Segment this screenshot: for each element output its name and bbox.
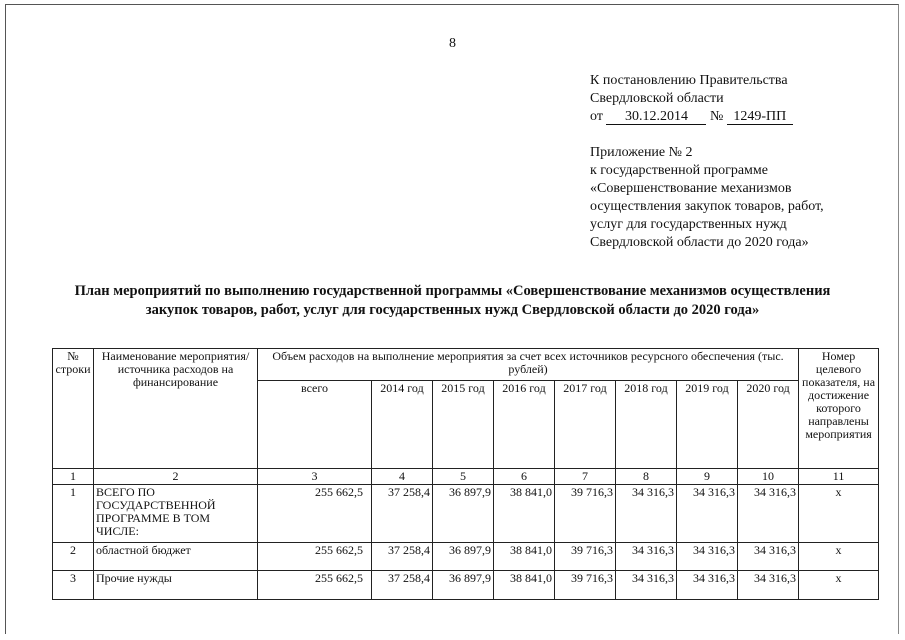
appendix-line-6: Свердловской области до 2020 года» bbox=[590, 235, 809, 250]
row-value-2014: 37 258,4 bbox=[372, 485, 433, 543]
column-number: 5 bbox=[433, 469, 494, 485]
decree-from-label: от bbox=[590, 109, 603, 124]
row-total: 255 662,5 bbox=[258, 543, 372, 571]
row-value-2015: 36 897,9 bbox=[433, 485, 494, 543]
row-value-2018: 34 316,3 bbox=[616, 543, 677, 571]
column-number: 3 bbox=[258, 469, 372, 485]
appendix-reference bbox=[590, 144, 824, 252]
row-target: х bbox=[799, 485, 879, 543]
row-value-2017: 39 716,3 bbox=[555, 571, 616, 600]
row-value-2019: 34 316,3 bbox=[677, 571, 738, 600]
row-value-2020: 34 316,3 bbox=[738, 543, 799, 571]
row-value-2015: 36 897,9 bbox=[433, 543, 494, 571]
row-value-2016: 38 841,0 bbox=[494, 571, 555, 600]
plan-table bbox=[52, 348, 879, 600]
row-total: 255 662,5 bbox=[258, 485, 372, 543]
column-number: 9 bbox=[677, 469, 738, 485]
header-year-2016: 2016 год bbox=[494, 381, 555, 469]
row-value-2014: 37 258,4 bbox=[372, 571, 433, 600]
header-year-2020: 2020 год bbox=[738, 381, 799, 469]
appendix-line-2: к государственной программе bbox=[590, 163, 768, 178]
row-value-2014: 37 258,4 bbox=[372, 543, 433, 571]
header-row-1 bbox=[53, 349, 879, 381]
decree-reference bbox=[590, 72, 793, 126]
row-value-2016: 38 841,0 bbox=[494, 485, 555, 543]
row-value-2015: 36 897,9 bbox=[433, 571, 494, 600]
row-name: Прочие нужды bbox=[94, 571, 258, 600]
row-value-2018: 34 316,3 bbox=[616, 485, 677, 543]
page-number: 8 bbox=[449, 36, 456, 51]
appendix-line-3: «Совершенствование механизмов bbox=[590, 181, 792, 196]
header-name: Наименование мероприятия/источника расходов на финансирование bbox=[94, 349, 258, 469]
appendix-line-4: осуществления закупок товаров, работ, bbox=[590, 199, 824, 214]
column-numbers-row bbox=[53, 469, 879, 485]
document-title bbox=[20, 282, 885, 320]
header-target: Номер целевого показателя, на достижение которого направлены мероприятия bbox=[799, 349, 879, 469]
row-number: 1 bbox=[53, 485, 94, 543]
column-number: 2 bbox=[94, 469, 258, 485]
row-name: областной бюджет bbox=[94, 543, 258, 571]
row-number: 2 bbox=[53, 543, 94, 571]
row-value-2017: 39 716,3 bbox=[555, 543, 616, 571]
column-number: 7 bbox=[555, 469, 616, 485]
table-row bbox=[53, 485, 879, 543]
column-number: 11 bbox=[799, 469, 879, 485]
decree-date-line bbox=[590, 108, 793, 126]
column-number: 8 bbox=[616, 469, 677, 485]
row-value-2019: 34 316,3 bbox=[677, 485, 738, 543]
decree-date: 30.12.2014 bbox=[606, 109, 706, 125]
row-name: ВСЕГО ПО ГОСУДАРСТВЕННОЙ ПРОГРАММЕ В ТОМ ЧИСЛЕ: bbox=[94, 485, 258, 543]
column-number: 4 bbox=[372, 469, 433, 485]
row-value-2020: 34 316,3 bbox=[738, 485, 799, 543]
decree-number: 1249-ПП bbox=[727, 109, 793, 125]
header-year-2018: 2018 год bbox=[616, 381, 677, 469]
table-row bbox=[53, 543, 879, 571]
row-value-2019: 34 316,3 bbox=[677, 543, 738, 571]
header-volume: Объем расходов на выполнение мероприятия за счет всех источников ресурсного обеспечения (тыс. рублей) bbox=[258, 349, 799, 381]
decree-line-2: Свердловской области bbox=[590, 91, 724, 106]
row-value-2018: 34 316,3 bbox=[616, 571, 677, 600]
row-total: 255 662,5 bbox=[258, 571, 372, 600]
decree-line-1: К постановлению Правительства bbox=[590, 73, 788, 88]
title-line-2: закупок товаров, работ, услуг для государственных нужд Свердловской области до 2020 года» bbox=[145, 302, 760, 318]
header-year-2014: 2014 год bbox=[372, 381, 433, 469]
row-value-2016: 38 841,0 bbox=[494, 543, 555, 571]
header-year-2015: 2015 год bbox=[433, 381, 494, 469]
header-row-number: № строки bbox=[53, 349, 94, 469]
appendix-line-5: услуг для государственных нужд bbox=[590, 217, 787, 232]
decree-number-label: № bbox=[709, 109, 724, 124]
row-target: х bbox=[799, 543, 879, 571]
row-number: 3 bbox=[53, 571, 94, 600]
appendix-line-1: Приложение № 2 bbox=[590, 145, 693, 160]
header-year-2017: 2017 год bbox=[555, 381, 616, 469]
header-year-2019: 2019 год bbox=[677, 381, 738, 469]
row-value-2017: 39 716,3 bbox=[555, 485, 616, 543]
header-total: всего bbox=[258, 381, 372, 469]
column-number: 1 bbox=[53, 469, 94, 485]
row-value-2020: 34 316,3 bbox=[738, 571, 799, 600]
row-target: х bbox=[799, 571, 879, 600]
column-number: 10 bbox=[738, 469, 799, 485]
table-row bbox=[53, 571, 879, 600]
column-number: 6 bbox=[494, 469, 555, 485]
title-line-1: План мероприятий по выполнению государственной программы «Совершенствование механизмов осуществления bbox=[74, 283, 831, 299]
